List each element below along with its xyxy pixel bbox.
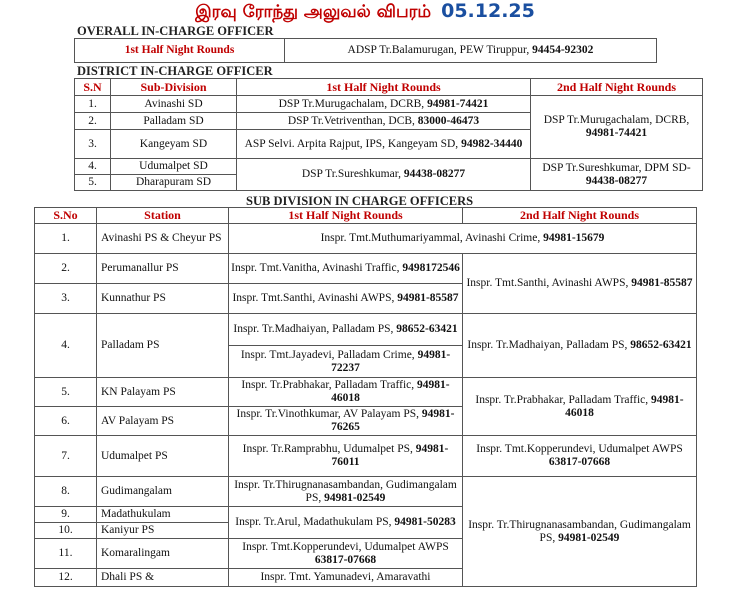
- officer-name: DSP Tr.Sureshkumar,: [301, 168, 401, 180]
- subdivision: Dharapuram SD: [111, 175, 237, 191]
- sno: 9.: [35, 507, 97, 523]
- officer-name: Inspr. Tmt.Santhi, Avinashi AWPS,: [232, 292, 395, 304]
- officer-name: DSP Tr.Sureshkumar, DPM SD-: [542, 161, 691, 174]
- table-row: [35, 254, 697, 284]
- officer-name: DSP Tr.Murugachalam, DCRB,: [278, 97, 425, 110]
- first-half-officer: [237, 159, 531, 191]
- sno: 5.: [35, 378, 97, 407]
- phone: 94981-76011: [331, 443, 449, 468]
- sno: 6.: [35, 407, 97, 436]
- phone: 94981-15679: [543, 232, 605, 244]
- phone: 98652-63421: [396, 323, 458, 335]
- officer-name: Inspr. Tr.Madhaiyan, Palladam PS,: [467, 339, 628, 351]
- phone: 83000-46473: [417, 114, 480, 127]
- officer-name: Inspr. Tr.Prabhakar, Palladam Traffic,: [241, 379, 415, 391]
- sno: 11.: [35, 539, 97, 569]
- subdivision-heading: SUB DIVISION IN CHARGE OFFICERS: [246, 194, 474, 208]
- officer-name: ADSP Tr.Balamurugan, PEW Tiruppur,: [347, 44, 530, 56]
- first-half-officer: [229, 254, 463, 284]
- sn: 5.: [75, 175, 111, 191]
- phone: 94981-72237: [331, 348, 451, 374]
- district-table: [74, 78, 703, 191]
- station: Perumanallur PS: [97, 254, 229, 284]
- station: Kunnathur PS: [97, 284, 229, 314]
- officer-name: Inspr. Tmt.Vanitha, Avinashi Traffic,: [231, 262, 400, 274]
- station: Gudimangalam: [97, 477, 229, 507]
- first-half-officer: [229, 346, 463, 378]
- col-second-half: 2nd Half Night Rounds: [463, 208, 697, 224]
- col-sno: S.No: [35, 208, 97, 224]
- col-second-half: 2nd Half Night Rounds: [531, 79, 703, 96]
- first-half-officer: [237, 113, 531, 130]
- sno: 2.: [35, 254, 97, 284]
- col-sn: S.N: [75, 79, 111, 96]
- table-row: [35, 314, 697, 346]
- second-half-officer: [463, 378, 697, 436]
- district-heading: DISTRICT IN-CHARGE OFFICER: [77, 64, 273, 78]
- phone: 63817-07668: [314, 553, 377, 566]
- subdivision-table: [34, 207, 697, 587]
- phone: 94981-74421: [585, 127, 648, 139]
- station: Avinashi PS & Cheyur PS: [97, 224, 229, 254]
- phone: 94454-92302: [532, 44, 594, 56]
- sn: 3.: [75, 130, 111, 159]
- sn: 4.: [75, 159, 111, 175]
- phone: 98652-63421: [630, 339, 692, 351]
- subdivision: Palladam SD: [111, 113, 237, 130]
- officer-name: Inspr. Tmt.Santhi, Avinashi AWPS,: [466, 277, 629, 289]
- officer-name: Inspr. Tmt.Kopperundevi, Udumalpet AWPS: [242, 540, 449, 553]
- second-half-officer: [463, 314, 697, 378]
- phone: 94438-08277: [585, 174, 648, 187]
- subdivision: Udumalpet SD: [111, 159, 237, 175]
- officer-name: Inspr. Tr.Prabhakar, Palladam Traffic,: [475, 393, 649, 406]
- first-half-officer: [237, 130, 531, 159]
- officer-name: DSP Tr.Vetriventhan, DCB,: [287, 114, 415, 127]
- table-row: [75, 96, 703, 113]
- table-row: [35, 208, 697, 224]
- first-half-officer: [229, 284, 463, 314]
- sno: 7.: [35, 436, 97, 477]
- phone: 94981-76265: [331, 408, 455, 433]
- phone: 94981-85587: [631, 277, 693, 289]
- col-station: Station: [97, 208, 229, 224]
- table-row: [75, 159, 703, 175]
- phone: 9498172546: [402, 262, 460, 274]
- col-first-half: 1st Half Night Rounds: [229, 208, 463, 224]
- sno: 12.: [35, 569, 97, 587]
- second-half-officer: [531, 159, 703, 191]
- table-row: [35, 224, 697, 254]
- first-half-officer: [229, 477, 463, 507]
- overall-round-label: 1st Half Night Rounds: [75, 39, 285, 63]
- sno: 10.: [35, 523, 97, 539]
- col-subdivision: Sub-Division: [111, 79, 237, 96]
- subdivision: Avinashi SD: [111, 96, 237, 113]
- officer-both-halves: [229, 224, 697, 254]
- phone: 94982-34440: [461, 137, 523, 150]
- station: Komaralingam: [97, 539, 229, 569]
- station: Kaniyur PS: [97, 523, 229, 539]
- first-half-officer: [229, 539, 463, 569]
- officer-name: Inspr. Tr.Thirugnanasambandan, Gudimangalam PS,: [234, 478, 457, 504]
- sno: 8.: [35, 477, 97, 507]
- officer-name: Inspr. Tr.Madhaiyan, Palladam PS,: [233, 323, 394, 335]
- officer-name: Inspr. Tr.Vinothkumar, AV Palayam PS,: [236, 408, 419, 420]
- subdivision: Kangeyam SD: [111, 130, 237, 159]
- second-half-officer: [463, 254, 697, 314]
- officer-name: Inspr. Tmt.Kopperundevi, Udumalpet AWPS: [476, 443, 683, 455]
- title-date: 05.12.25: [441, 0, 535, 22]
- phone: 94981-02549: [558, 531, 620, 544]
- table-row: [75, 39, 657, 63]
- first-half-officer: [229, 378, 463, 407]
- first-half-officer: [237, 96, 531, 113]
- table-row: [35, 378, 697, 407]
- phone: 94981-85587: [397, 292, 459, 304]
- officer-name: DSP Tr.Murugachalam, DCRB,: [543, 114, 690, 126]
- phone: 94438-08277: [403, 168, 466, 180]
- sn: 2.: [75, 113, 111, 130]
- station: Udumalpet PS: [97, 436, 229, 477]
- station: Palladam PS: [97, 314, 229, 378]
- phone: 94981-46018: [331, 379, 450, 404]
- officer-name: Inspr. Tmt.Muthumariyammal, Avinashi Crime,: [320, 232, 541, 244]
- officer-name: Inspr. Tr.Arul, Madathukulam PS,: [235, 516, 392, 528]
- second-half-officer: [463, 477, 697, 587]
- first-half-officer: [229, 407, 463, 436]
- officer-name: Inspr. Tmt.Jayadevi, Palladam Crime,: [240, 348, 415, 361]
- station: KN Palayam PS: [97, 378, 229, 407]
- sno: 4.: [35, 314, 97, 378]
- col-first-half: 1st Half Night Rounds: [237, 79, 531, 96]
- station: Madathukulam: [97, 507, 229, 523]
- phone: 94981-46018: [565, 393, 684, 419]
- sn: 1.: [75, 96, 111, 113]
- officer-name: Inspr. Tr.Ramprabhu, Udumalpet PS,: [242, 443, 413, 455]
- overall-table: [74, 38, 657, 63]
- first-half-officer: [229, 507, 463, 539]
- station: Dhali PS &: [97, 569, 229, 587]
- overall-officer: [285, 39, 657, 63]
- first-half-officer: [229, 436, 463, 477]
- second-half-officer: [531, 96, 703, 159]
- phone: 63817-07668: [548, 456, 611, 468]
- phone: 94981-50283: [394, 516, 456, 528]
- officer-name: ASP Selvi. Arpita Rajput, IPS, Kangeyam SD,: [244, 137, 459, 150]
- phone: 94981-74421: [427, 97, 489, 110]
- sno: 1.: [35, 224, 97, 254]
- first-half-officer: Inspr. Tmt. Yamunadevi, Amaravathi: [229, 569, 463, 587]
- overall-heading: OVERALL IN-CHARGE OFFICER: [77, 24, 274, 38]
- table-row: [35, 436, 697, 477]
- officer-name: Inspr. Tr.Thirugnanasambandan, Gudimangalam PS,: [468, 518, 691, 544]
- page-title: [0, 0, 730, 22]
- table-row: [35, 477, 697, 507]
- table-row: [75, 79, 703, 96]
- first-half-officer: [229, 314, 463, 346]
- second-half-officer: [463, 436, 697, 477]
- title-tamil: இரவு ரோந்து அலுவல் விபரம்: [195, 2, 432, 22]
- station: AV Palayam PS: [97, 407, 229, 436]
- sno: 3.: [35, 284, 97, 314]
- phone: 94981-02549: [324, 491, 386, 504]
